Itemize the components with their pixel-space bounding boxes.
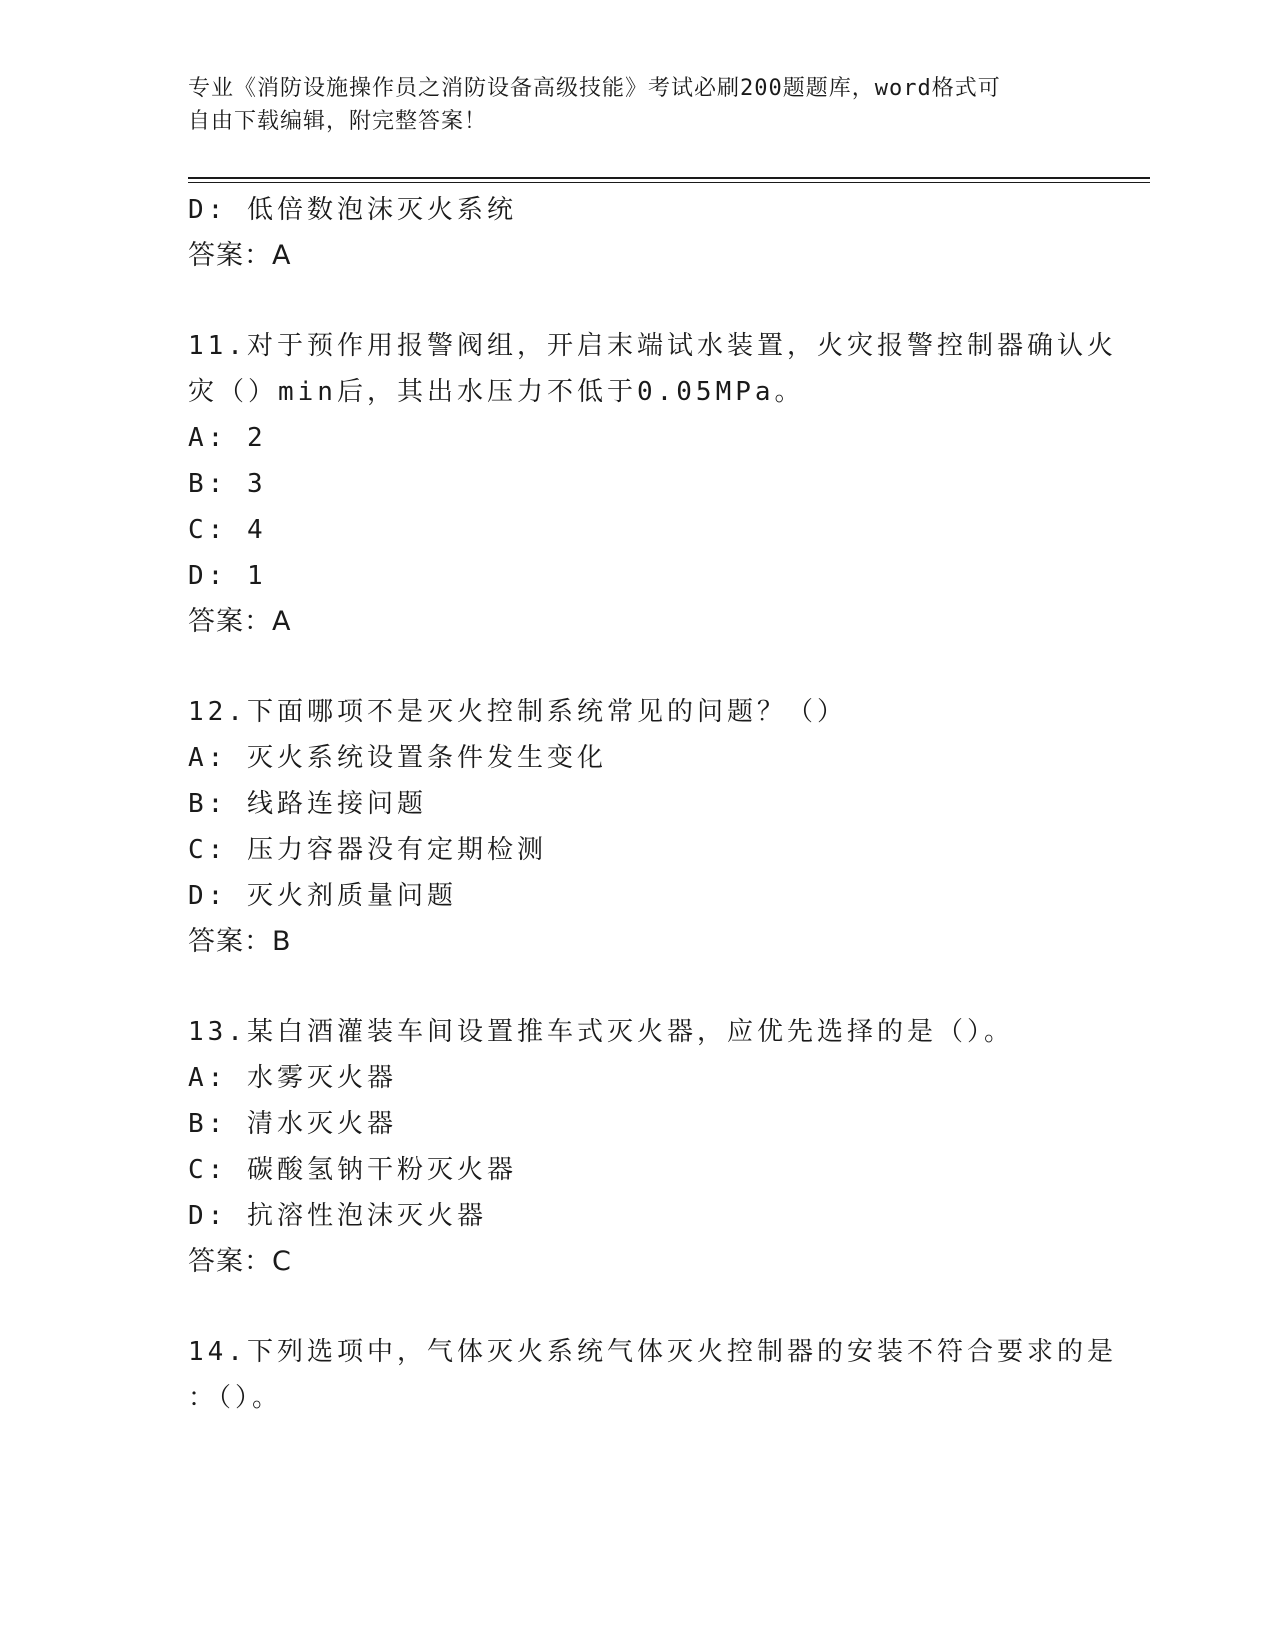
question-13 — [188, 1009, 1148, 1285]
answer: 答案：A — [188, 240, 292, 271]
header-rule-thin — [188, 182, 1150, 183]
document-header — [188, 72, 1068, 138]
question-text-line-1: 13.某白酒灌装车间设置推车式灭火器，应优先选择的是（）。 — [188, 1017, 1014, 1047]
question-text-line-2: 灾（）min后，其出水压力不低于0.05MPa。 — [188, 377, 805, 407]
answer: 答案：A — [188, 606, 292, 637]
question-text-line-1: 12.下面哪项不是灭火控制系统常见的问题？（） — [188, 697, 847, 727]
question-text-line-1: 11.对于预作用报警阀组，开启末端试水装置，火灾报警控制器确认火 — [188, 331, 1117, 361]
question-11 — [188, 323, 1148, 645]
option-d: D: 灭火剂质量问题 — [188, 881, 457, 911]
header-line-1: 专业《消防设施操作员之消防设备高级技能》考试必刷200题题库，word格式可 — [188, 76, 1001, 101]
question-text-line-2: ：（）。 — [188, 1383, 283, 1413]
option-d: D: 1 — [188, 561, 267, 591]
question-14 — [188, 1329, 1148, 1421]
option-d: D: 抗溶性泡沫灭火器 — [188, 1201, 487, 1231]
option-c: C: 压力容器没有定期检测 — [188, 835, 547, 865]
question-text-line-1: 14.下列选项中，气体灭火系统气体灭火控制器的安装不符合要求的是 — [188, 1337, 1117, 1367]
header-rule-thick — [188, 177, 1150, 179]
option-b: B: 线路连接问题 — [188, 789, 427, 819]
previous-question-tail — [188, 187, 1148, 279]
option-c: C: 4 — [188, 515, 267, 545]
question-12 — [188, 689, 1148, 965]
option-b: B: 清水灭火器 — [188, 1109, 397, 1139]
option-a: A: 2 — [188, 423, 267, 453]
option-b: B: 3 — [188, 469, 267, 499]
question-list — [188, 187, 1148, 1421]
header-line-2: 自由下载编辑，附完整答案！ — [188, 109, 488, 134]
option-d: D: 低倍数泡沫灭火系统 — [188, 195, 517, 225]
answer: 答案：C — [188, 1246, 292, 1277]
option-a: A: 灭火系统设置条件发生变化 — [188, 743, 607, 773]
answer: 答案：B — [188, 926, 292, 957]
option-a: A: 水雾灭火器 — [188, 1063, 397, 1093]
option-c: C: 碳酸氢钠干粉灭火器 — [188, 1155, 517, 1185]
